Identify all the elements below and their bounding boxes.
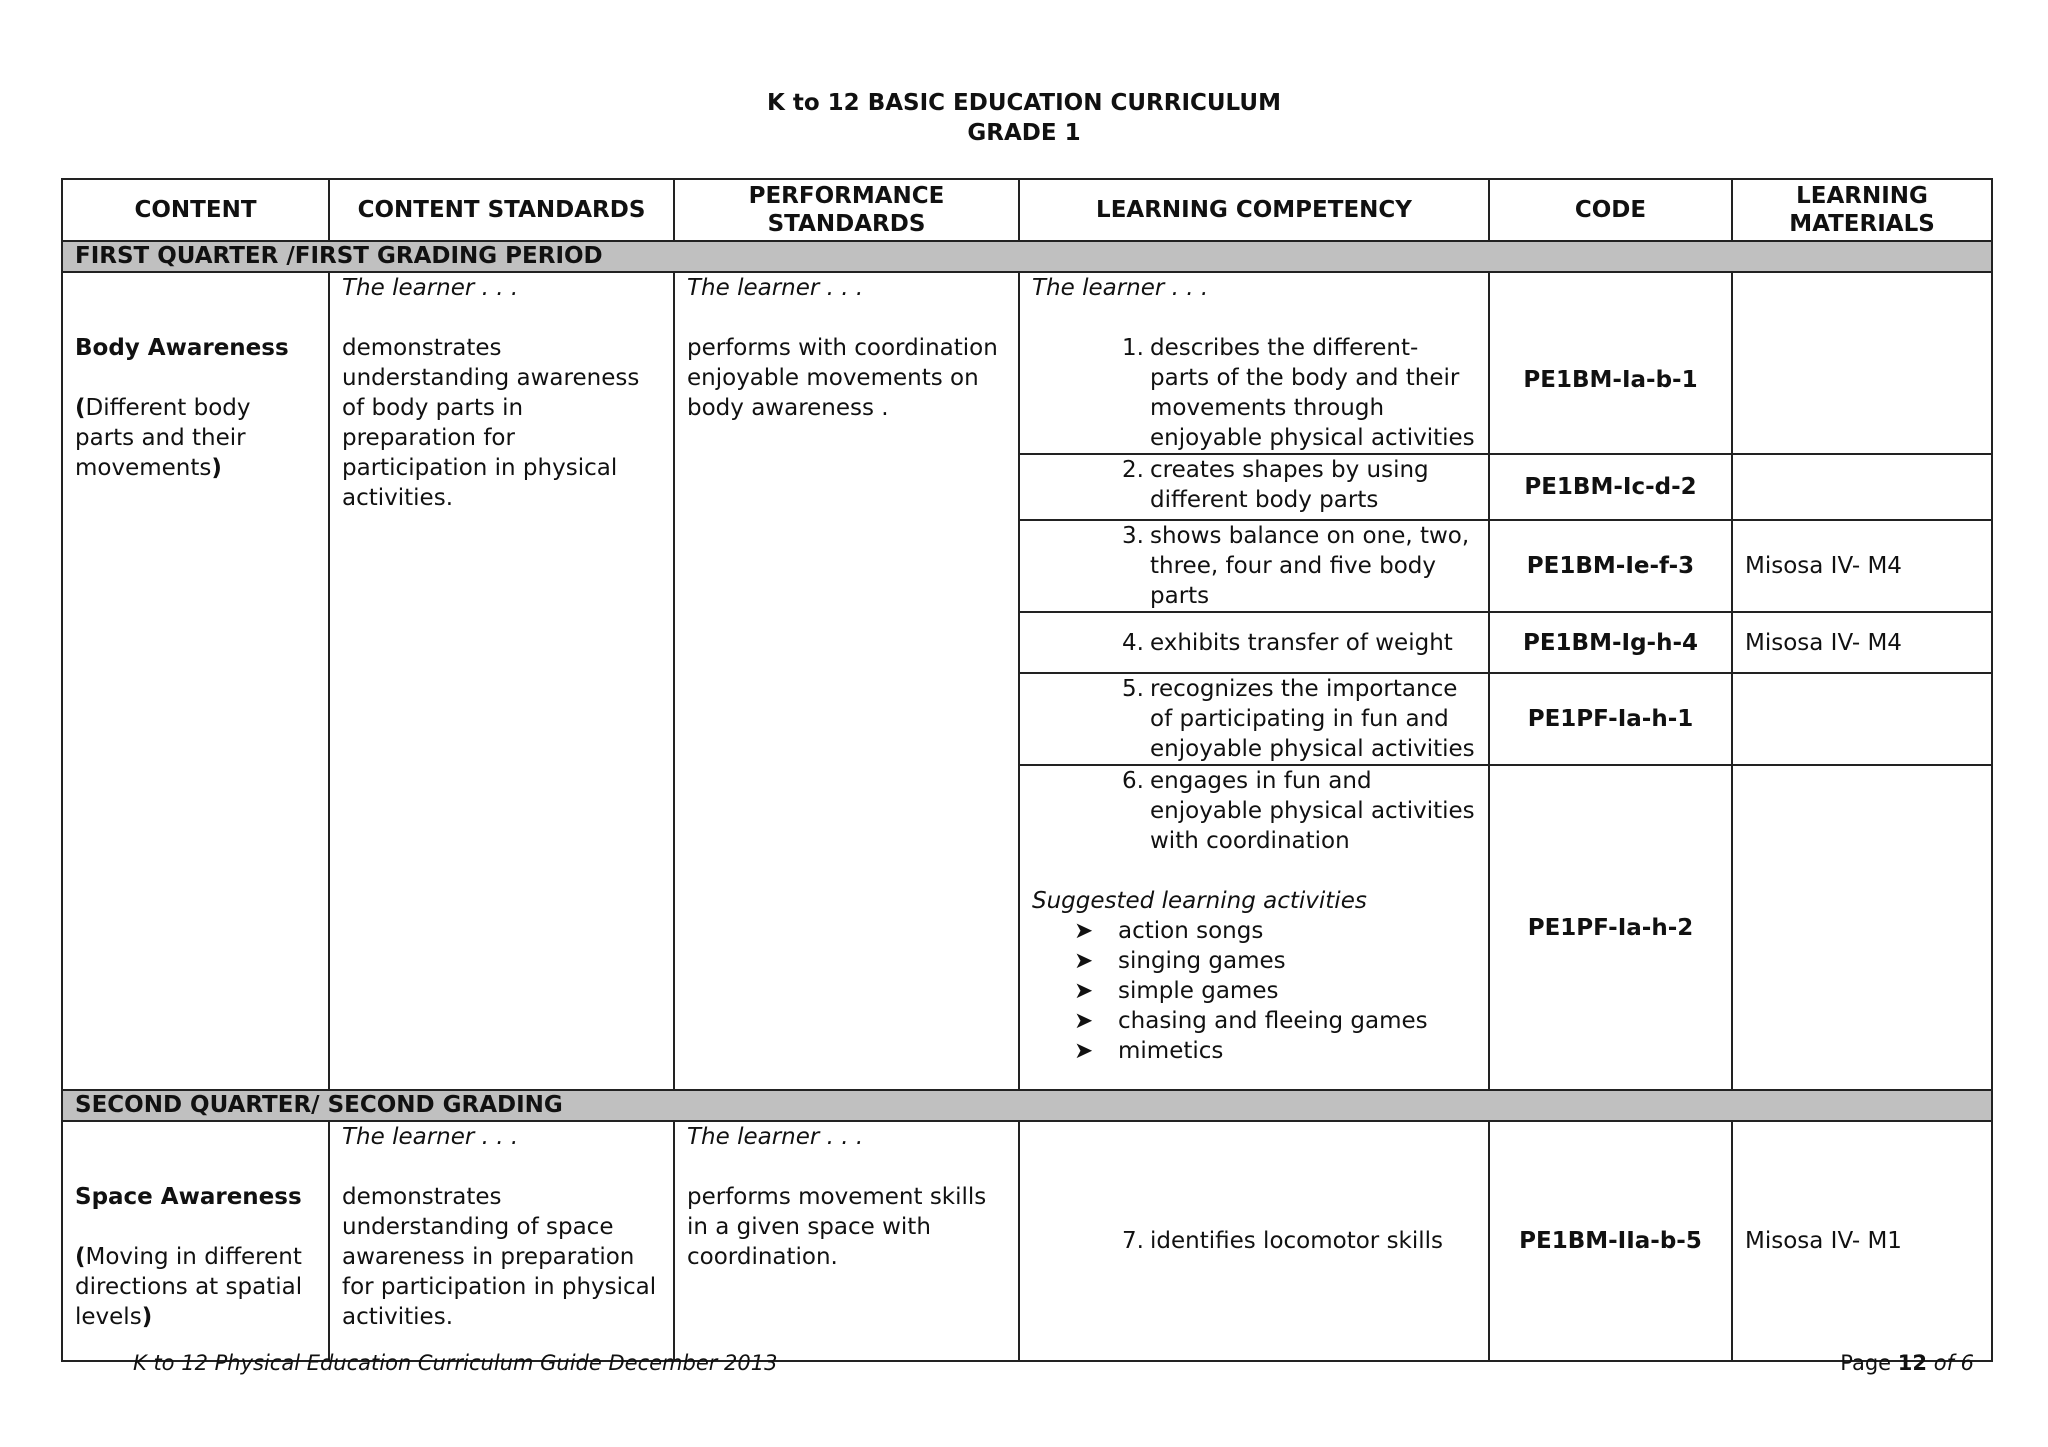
quarter-row-2 — [62, 1090, 1992, 1121]
activity-item: ➤ mimetics — [1074, 1038, 1224, 1064]
competency-cell — [1019, 454, 1489, 520]
learner-label: The learner . . . — [342, 1124, 519, 1150]
col-header-content-standards: CONTENT STANDARDS — [329, 179, 674, 241]
competency-item: 3. shows balance on one, two, three, four and five body parts — [1122, 523, 1470, 609]
content-standard-text: demonstrates understanding of space awareness in preparation for participation in physical activities. — [342, 1184, 657, 1330]
curriculum-table — [61, 178, 1993, 1362]
learner-label: The learner . . . — [687, 275, 864, 301]
learner-label: The learner . . . — [687, 1124, 864, 1150]
content-standard-text: demonstrates understanding awareness of body parts in preparation for participation in physical activities. — [342, 335, 640, 511]
col-header-performance-standards: PERFORMANCE STANDARDS — [674, 179, 1019, 241]
code-cell: PE1BM-IIa-b-5 — [1489, 1121, 1732, 1361]
performance-standard-cell — [674, 272, 1019, 1090]
arrow-bullet-icon: ➤ — [1074, 918, 1094, 944]
material-cell: Misosa IV- M4 — [1732, 520, 1992, 612]
title-line-2: GRADE 1 — [967, 120, 1081, 146]
title-line-1: K to 12 BASIC EDUCATION CURRICULUM — [767, 90, 1281, 116]
learner-label: The learner . . . — [1032, 275, 1209, 301]
material-cell — [1732, 673, 1992, 765]
material-cell: Misosa IV- M1 — [1732, 1121, 1992, 1361]
performance-standard-cell — [674, 1121, 1019, 1361]
competency-item: 5. recognizes the importance of participating in fun and enjoyable physical activities — [1122, 676, 1475, 762]
competency-cell — [1019, 673, 1489, 765]
activity-item: ➤ action songs — [1074, 918, 1264, 944]
code-cell: PE1BM-Ic-d-2 — [1489, 454, 1732, 520]
col-header-content: CONTENT — [62, 179, 329, 241]
code-cell: PE1BM-Ia-b-1 — [1489, 272, 1732, 454]
activities-heading: Suggested learning activities — [1032, 888, 1367, 914]
performance-standard-text: performs with coordination enjoyable movements on body awareness . — [687, 335, 998, 421]
content-standard-cell — [329, 272, 674, 1090]
content-cell — [62, 272, 329, 1090]
code-cell: PE1BM-Ie-f-3 — [1489, 520, 1732, 612]
quarter-heading: FIRST QUARTER /FIRST GRADING PERIOD — [62, 241, 1992, 272]
competency-cell — [1019, 612, 1489, 673]
header-row — [62, 179, 1992, 241]
material-cell: Misosa IV- M4 — [1732, 612, 1992, 673]
arrow-bullet-icon: ➤ — [1074, 978, 1094, 1004]
col-header-learning-competency: LEARNING COMPETENCY — [1019, 179, 1489, 241]
code-cell: PE1BM-Ig-h-4 — [1489, 612, 1732, 673]
competency-cell — [1019, 520, 1489, 612]
footer-guide-title: K to 12 Physical Education Curriculum Guide December 2013 — [133, 1351, 778, 1375]
code-cell: PE1PF-Ia-h-2 — [1489, 765, 1732, 1090]
document-title — [0, 88, 2048, 148]
col-header-code: CODE — [1489, 179, 1732, 241]
code-cell: PE1PF-Ia-h-1 — [1489, 673, 1732, 765]
competency-cell — [1019, 765, 1489, 1090]
content-subtitle: (Moving in different directions at spatial levels) — [75, 1244, 303, 1330]
content-standard-cell — [329, 1121, 674, 1361]
performance-standard-text: performs movement skills in a given space with coordination. — [687, 1184, 987, 1270]
content-title: Space Awareness — [75, 1184, 302, 1210]
col-header-learning-materials: LEARNING MATERIALS — [1732, 179, 1992, 241]
competency-item: 4. exhibits transfer of weight — [1122, 629, 1453, 656]
arrow-bullet-icon: ➤ — [1074, 1008, 1094, 1034]
content-subtitle: (Different body parts and their movements) — [75, 395, 251, 481]
content-title: Body Awareness — [75, 335, 289, 361]
competency-item: 6. engages in fun and enjoyable physical activities with coordination — [1122, 768, 1475, 854]
competency-item: 2. creates shapes by using different body parts — [1122, 457, 1429, 513]
footer-page-number: Page 12 of 6 — [1840, 1351, 1974, 1375]
activity-item: ➤ chasing and fleeing games — [1074, 1008, 1428, 1034]
arrow-bullet-icon: ➤ — [1074, 1038, 1094, 1064]
activity-item: ➤ singing games — [1074, 948, 1286, 974]
competency-item: 1. describes the different-parts of the body and their movements through enjoyable physical activities — [1122, 335, 1475, 451]
arrow-bullet-icon: ➤ — [1074, 948, 1094, 974]
quarter-row-1 — [62, 241, 1992, 272]
content-cell — [62, 1121, 329, 1361]
quarter-heading: SECOND QUARTER/ SECOND GRADING — [62, 1090, 1992, 1121]
table-row — [62, 272, 1992, 454]
material-cell — [1732, 454, 1992, 520]
competency-item: 7. identifies locomotor skills — [1122, 1228, 1444, 1254]
material-cell — [1732, 272, 1992, 454]
competency-cell — [1019, 272, 1489, 454]
learner-label: The learner . . . — [342, 275, 519, 301]
competency-cell — [1019, 1121, 1489, 1361]
material-cell — [1732, 765, 1992, 1090]
table-row — [62, 1121, 1992, 1361]
activity-item: ➤ simple games — [1074, 978, 1279, 1004]
